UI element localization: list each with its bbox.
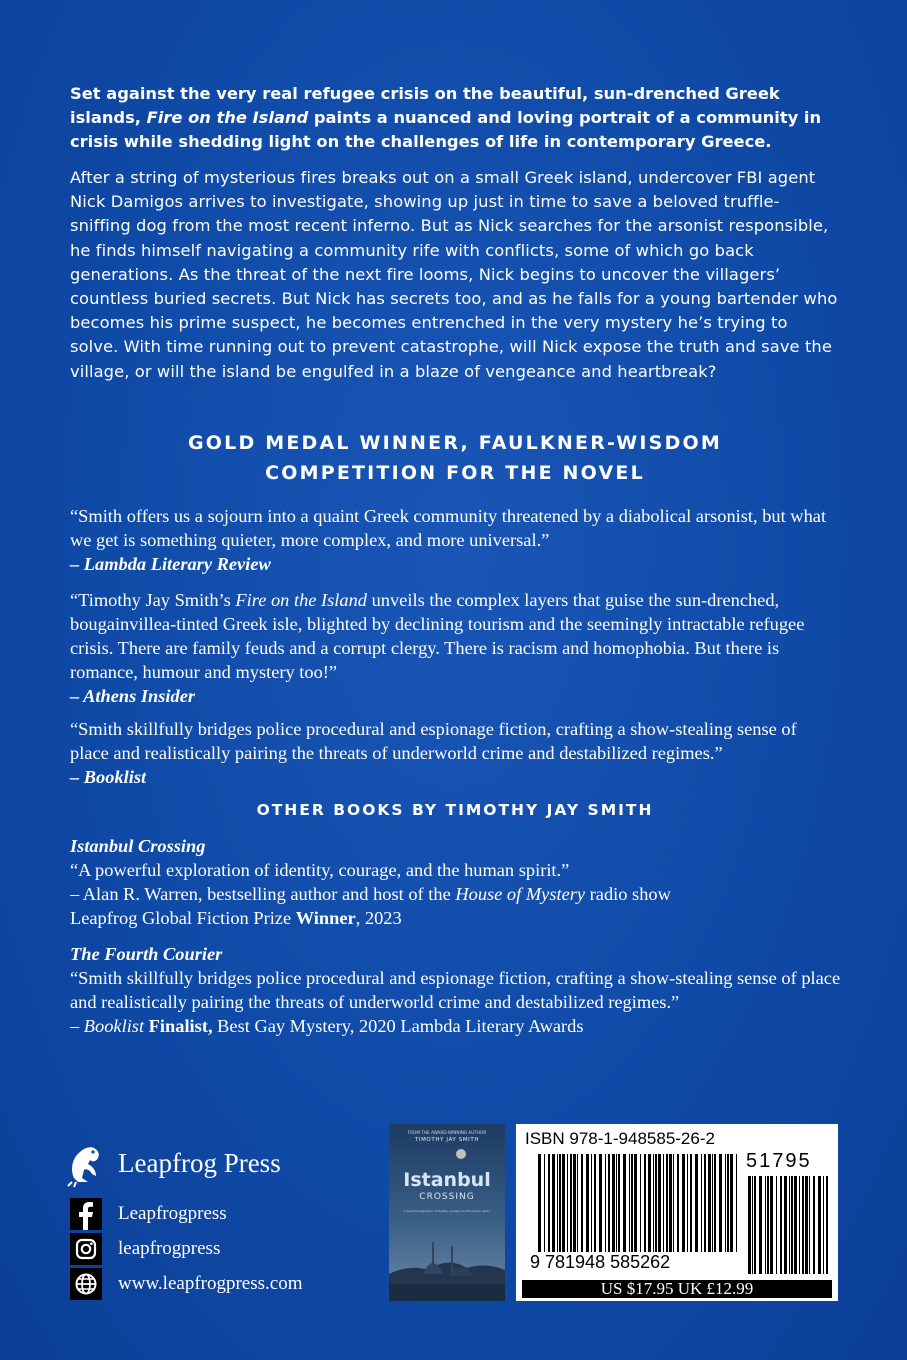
price-addon-code: 51795: [746, 1150, 812, 1172]
barcode-bar: [727, 1154, 729, 1252]
facebook-icon: [70, 1198, 102, 1230]
other-book-title: Istanbul Crossing: [70, 836, 206, 856]
barcode-bars: [516, 1124, 838, 1301]
award-line-2: COMPETITION FOR THE NOVEL: [265, 462, 645, 484]
barcode-bar: [552, 1154, 555, 1252]
barcode-bar: [567, 1154, 568, 1252]
barcode-bar: [591, 1154, 592, 1252]
barcode-bar: [725, 1154, 726, 1252]
barcode-bar: [708, 1154, 711, 1252]
barcode-bar: [577, 1154, 578, 1252]
other-book-quote: “Smith skillfully bridges police procedural and espionage fiction, crafting a show-stealing sense of place and realistically pairing the threats of underworld crime and destabilized regimes.”: [70, 968, 841, 1012]
intro-book-title: Fire on the Island: [146, 108, 309, 127]
isbn-barcode: [516, 1124, 838, 1301]
show-title: House of Mystery: [455, 884, 586, 904]
barcode-bar: [648, 1154, 651, 1252]
barcode-bar: [618, 1154, 620, 1252]
website-url[interactable]: www.leapfrogpress.com: [118, 1273, 303, 1294]
barcode-bar: [581, 1154, 583, 1252]
barcode-bar: [538, 1154, 541, 1252]
award-line-1: GOLD MEDAL WINNER, FAULKNER-WISDOM: [187, 432, 722, 454]
attribution-text-end: Best Gay Mystery, 2020 Lambda Literary Awards: [212, 1016, 584, 1036]
barcode-bar: [704, 1154, 706, 1252]
barcode-bar: [599, 1154, 602, 1252]
book-cover-thumbnail: [389, 1124, 505, 1301]
website-link[interactable]: [70, 1268, 370, 1300]
barcode-bar: [663, 1154, 664, 1252]
barcode-bar: [736, 1154, 737, 1252]
attribution-dash: –: [70, 1016, 84, 1036]
other-book-title: The Fourth Courier: [70, 944, 223, 964]
review-quote: [70, 717, 840, 789]
isbn-number: ISBN 978-1-948585-26-2: [525, 1129, 715, 1148]
review-quote: [70, 504, 840, 576]
instagram-link[interactable]: [70, 1233, 370, 1265]
barcode-bar: [557, 1154, 558, 1252]
attribution-text: – Alan R. Warren, bestselling author and host of the: [70, 884, 456, 904]
prize-status: Winner: [295, 908, 356, 928]
cover-author: TIMOTHY JAY SMITH: [414, 1137, 480, 1143]
award-heading: [70, 428, 840, 488]
prize-status: Finalist,: [144, 1016, 213, 1036]
review-book-title: Fire on the Island: [235, 590, 367, 610]
barcode-bar: [730, 1154, 733, 1252]
attribution-text-end: radio show: [585, 884, 671, 904]
barcode-bar: [669, 1154, 672, 1252]
barcode-bar: [714, 1154, 716, 1252]
barcode-bar: [612, 1154, 615, 1252]
review-text: “Smith offers us a sojourn into a quaint Greek community threatened by a diabolical arsonist, but what we get is something quieter, more complex, and more universal.”: [70, 506, 827, 550]
barcode-bar: [608, 1154, 610, 1252]
review-quote: [70, 588, 840, 708]
other-book-prize: [70, 906, 860, 930]
barcode-bar: [631, 1154, 633, 1252]
barcode-bar: [644, 1154, 646, 1252]
globe-icon: [70, 1268, 102, 1300]
intro-paragraph: [70, 82, 840, 154]
barcode-bar: [544, 1154, 545, 1252]
barcode-digit-text: 9 781948 585262: [530, 1252, 671, 1272]
intro-text: Set against the very real refugee crisis on the beautiful, sun-drenched Greek islands,: [70, 84, 780, 127]
review-text-start: “Timothy Jay Smith’s: [70, 590, 236, 610]
other-book-attribution: [70, 882, 860, 906]
barcode-bar: [673, 1154, 674, 1252]
barcode-bar: [682, 1154, 685, 1252]
instagram-icon: [70, 1233, 102, 1265]
barcode-bar: [677, 1154, 679, 1252]
barcode-bar: [629, 1154, 630, 1252]
barcode-bar: [666, 1154, 668, 1252]
barcode-bar: [559, 1154, 561, 1252]
barcode-bar: [712, 1154, 713, 1252]
barcode-bar: [695, 1154, 698, 1252]
facebook-link[interactable]: [70, 1198, 370, 1230]
leapfrog-logo-icon: [66, 1138, 106, 1188]
barcode-bar: [658, 1154, 661, 1252]
review-source: – Booklist: [70, 767, 147, 787]
barcode-bar: [616, 1154, 617, 1252]
barcode-bar: [719, 1154, 722, 1252]
barcode-bar: [640, 1154, 641, 1252]
price-label: US $17.95 UK £12.99: [600, 1279, 754, 1298]
other-book-attribution: [70, 1014, 860, 1038]
barcode-bar: [570, 1154, 572, 1252]
other-book-quote: “A powerful exploration of identity, courage, and the human spirit.”: [70, 860, 570, 880]
barcode-bar: [605, 1154, 606, 1252]
instagram-handle[interactable]: leapfrogpress: [118, 1238, 221, 1259]
barcode-bar: [562, 1154, 565, 1252]
synopsis-paragraph: After a string of mysterious fires breaks out on a small Greek island, undercover FBI agent Nick Damigos arrives to investigate, showing up just in time to save a beloved truffle-sniffing dog from the most recent inferno. But as Nick searches for the arsonist responsible, he finds himself navigating a community rife with conflicts, some of which go back generations. As the threat of the next fire looms, Nick begins to uncover the villagers’ countless buried secrets. But Nick has secrets too, and as he falls for a young bartender who becomes his prime suspect, he becomes entrenched in the very mystery he’s trying to solve. With time running out to prevent catastrophe, will Nick expose the truth and save the village, or will the island be engulfed in a blaze of vengeance and heartbreak?: [70, 168, 838, 381]
barcode-bar: [655, 1154, 657, 1252]
review-text-end: unveils the complex layers that guise the sun-drenched, bougainvillea-tinted Greek isle, blighted by declining tourism and the seemingly intractable refugee crisis. There are family feuds and a corrupt clergy. There is racism and homophobia. But there is romance, humour and mystery too!”: [70, 590, 805, 682]
intro-text-end: paints a nuanced and loving portrait of a community in crisis while shedding light on the challenges of life in contemporary Greece.: [70, 108, 822, 151]
prize-text: Leapfrog Global Fiction Prize: [70, 908, 296, 928]
prize-year: , 2023: [355, 908, 402, 928]
price-strip: [522, 1280, 832, 1298]
attribution-source: Booklist: [83, 1016, 145, 1036]
barcode-bar: [586, 1154, 589, 1252]
review-text: “Smith skillfully bridges police procedural and espionage fiction, crafting a show-stealing sense of place and realistically pairing the threats of underworld crime and destabilized regimes.”: [70, 719, 797, 763]
other-book-entry: [70, 834, 860, 930]
barcode-bar: [594, 1154, 596, 1252]
barcode-bar: [653, 1154, 654, 1252]
cover-tagline: FROM THE AWARD-WINNING AUTHOR: [407, 1130, 487, 1135]
barcode-bar: [573, 1154, 576, 1252]
publisher-name: Leapfrog Press: [118, 1148, 281, 1178]
facebook-handle[interactable]: Leapfrogpress: [118, 1203, 227, 1224]
barcode-bar: [623, 1154, 626, 1252]
barcode-bar: [634, 1154, 637, 1252]
barcode-bar: [687, 1154, 688, 1252]
barcode-bar: [548, 1154, 550, 1252]
review-text: [70, 588, 840, 684]
other-book-entry: [70, 942, 860, 1038]
review-source: – Lambda Literary Review: [70, 554, 271, 574]
barcode-bar: [690, 1154, 692, 1252]
cover-title: Istanbul: [403, 1169, 491, 1191]
review-source: – Athens Insider: [70, 686, 196, 706]
other-books-heading: OTHER BOOKS BY TIMOTHY JAY SMITH: [256, 801, 654, 819]
barcode-digits: [516, 1252, 838, 1274]
cover-subtitle: CROSSING: [419, 1192, 475, 1202]
barcode-bar: [701, 1154, 702, 1252]
cover-blurb: “A powerful exploration of identity, courage, and the human spirit.”: [403, 1210, 491, 1213]
